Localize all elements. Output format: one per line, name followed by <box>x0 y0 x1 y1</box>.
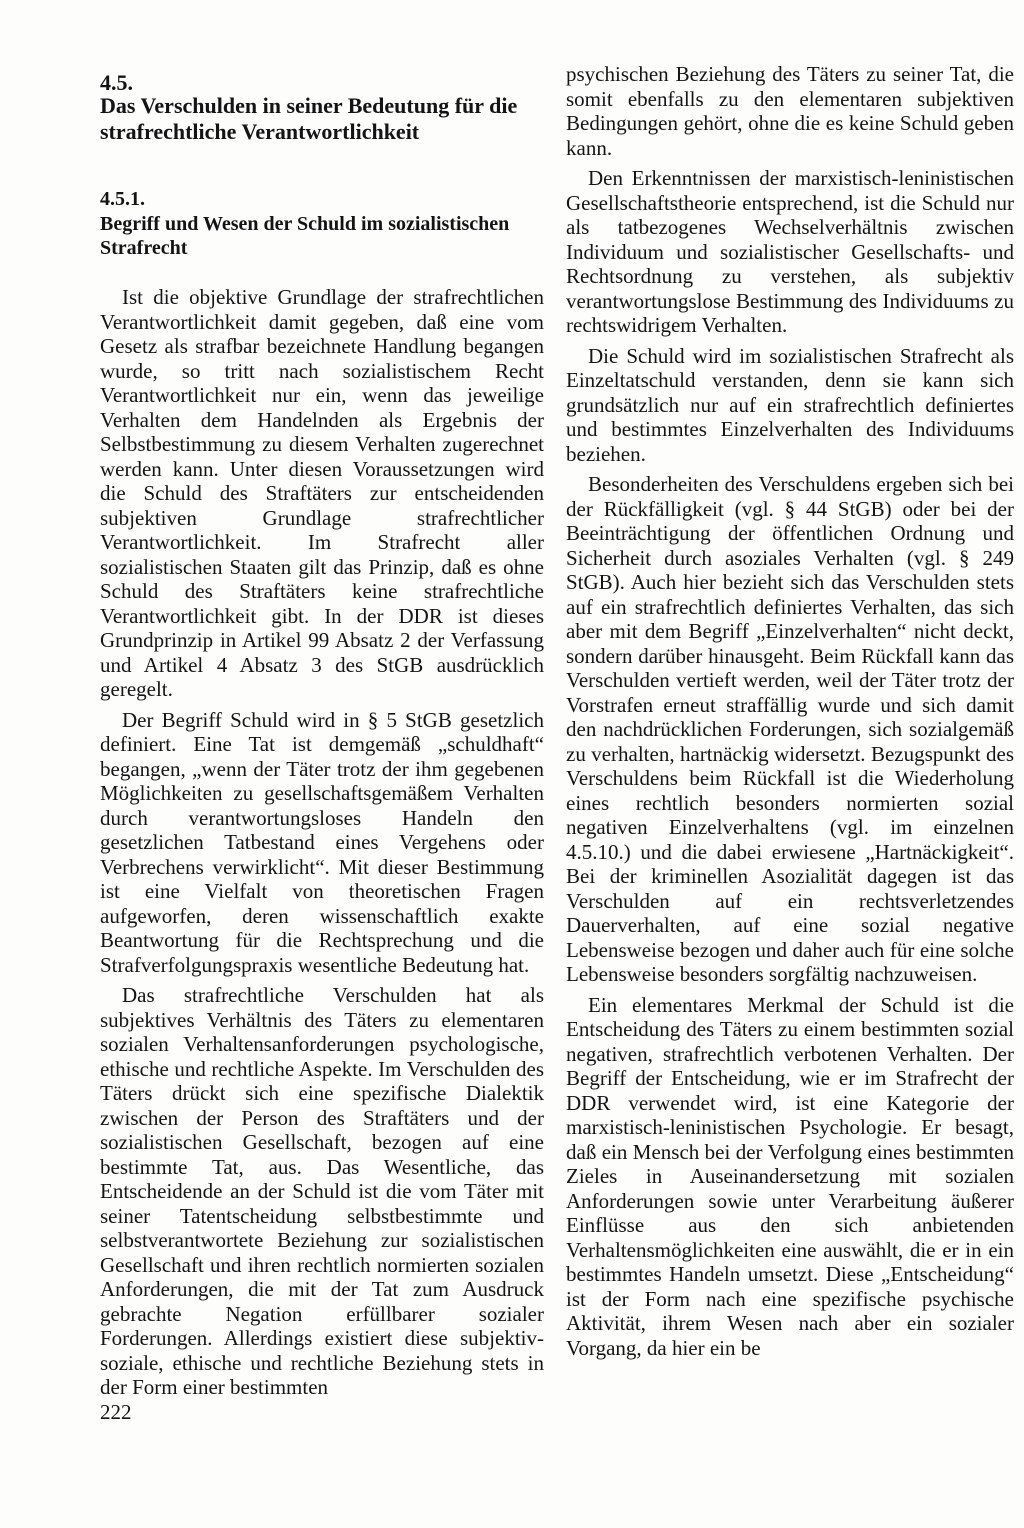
right-body-text <box>566 62 1014 1360</box>
paragraph: Den Erkenntnissen der marxistisch-leninistischen Gesellschaftstheorie entsprechend, ist die Schuld nur als tatbezogenes Wechselverhältnis zwischen Individuum und sozialistischer Gesellschafts- und Rechtsordnung zu verstehen, als subjektiv verantwortungslose Bestimmung des Individuums zu rechtswidrigem Verhalten. <box>566 166 1014 337</box>
paragraph: Ist die objektive Grundlage der strafrechtlichen Verantwortlichkeit damit gegeben, daß eine vom Gesetz als strafbar bezeichnete Handlung begangen wurde, so tritt nach sozialistischem Recht Verantwortlichkeit nur ein, wenn das jeweilige Verhalten dem Handelnden als Ergebnis der Selbstbestimmung zu diesem Verhalten zugerechnet werden kann. Unter diesen Voraussetzungen wird die Schuld des Straftäters zur entscheidenden subjektiven Grundlage strafrechtlicher Verantwortlichkeit. Im Strafrecht aller sozialistischen Staaten gilt das Prinzip, daß es ohne Schuld des Straftäters keine strafrechtliche Verantwortlichkeit gibt. In der DDR ist dieses Grundprinzip in Artikel 99 Absatz 2 der Verfassung und Artikel 4 Absatz 3 des StGB ausdrücklich geregelt. <box>100 285 544 701</box>
subsection-title: Begriff und Wesen der Schuld im sozialistischen Strafrecht <box>100 213 510 259</box>
paragraph: Besonderheiten des Verschuldens ergeben sich bei der Rückfälligkeit (vgl. § 44 StGB) oder bei der Beeinträchtigung der öffentlichen Ordnung und Sicherheit durch asoziales Verhalten (vgl. § 249 StGB). Auch hier bezieht sich das Verschulden stets auf ein strafrechtlich definiertes Verhalten, das sich aber mit dem Begriff „Einzelverhalten“ nicht deckt, sondern darüber hinausgeht. Beim Rückfall kann das Verschulden vertieft werden, weil der Täter trotz der Vorstrafen erneut straffällig wurde und sich damit den nachdrücklichen Forderungen, sich sozialgemäß zu verhalten, hartnäckig widersetzt. Bezugspunkt des Verschuldens beim Rückfall ist die Wiederholung eines rechtlich besonders normierten sozial negativen Einzelverhaltens (vgl. im einzelnen 4.5.10.) und die dabei erwiesene „Hartnäckigkeit“. Bei der kriminellen Asozialität dagegen ist das Verschulden auf ein rechtsverletzendes Dauerverhalten, auf eine sozial negative Lebensweise bezogen und daher auch für eine solche Lebensweise besonders sorgfältig nachzuweisen. <box>566 472 1014 986</box>
left-body-text <box>100 285 544 1400</box>
subsection-number: 4.5.1. <box>100 188 145 210</box>
paragraph: Das strafrechtliche Verschulden hat als subjektives Verhältnis des Täters zu elementaren sozialen Verhaltensanforderungen psychologische, ethische und rechtliche Aspekte. Im Verschulden des Täters drückt sich eine spezifische Dialektik zwischen der Person des Straftäters und der sozialistischen Gesellschaft, bezogen auf eine bestimmte Tat, aus. Das Wesentliche, das Entscheidende an der Schuld ist die vom Täter mit seiner Tatentscheidung selbstbestimmte und selbstverantwortete Beziehung zur sozialistischen Gesellschaft und ihren rechtlich normierten sozialen Anforderungen, die mit der Tat zum Ausdruck gebrachte Negation erfüllbarer sozialer Forderungen. Allerdings existiert diese subjektiv-soziale, ethische und rechtliche Beziehung stets in der Form einer bestimmten <box>100 983 544 1399</box>
page-number: 222 <box>100 1400 132 1424</box>
paragraph: Die Schuld wird im sozialistischen Strafrecht als Einzeltatschuld verstanden, denn sie kann sich grundsätzlich nur auf ein strafrechtlich definiertes und bestimmtes Einzelverhalten des Individuums beziehen. <box>566 343 1014 466</box>
paragraph: Der Begriff Schuld wird in § 5 StGB gesetzlich definiert. Eine Tat ist demgemäß „schuldhaft“ begangen, „wenn der Täter trotz der ihm gegebenen Möglichkeiten zu gesellschaftsgemäßem Verhalten durch verantwortungsloses Handeln den gesetzlichen Tatbestand eines Vergehens oder Verbrechens verwirklicht“. Mit dieser Bestimmung ist eine Vielfalt von theoretischen Fragen aufgeworfen, deren wissenschaftlich exakte Beantwortung für die Rechtsprechung und die Strafverfolgungspraxis wesentliche Bedeutung hat. <box>100 707 544 977</box>
paragraph: Ein elementares Merkmal der Schuld ist die Entscheidung des Täters zu einem bestimmten sozial negativen, strafrechtlich verbotenen Verhalten. Der Begriff der Entscheidung, wie er im Strafrecht der DDR verwendet wird, ist eine Kategorie der marxistisch-leninistischen Psychologie. Er besagt, daß ein Mensch bei der Verfolgung eines bestimmten Zieles in Auseinandersetzung mit sozialen Anforderungen sowie unter Verarbeitung äußerer Einflüsse aus den sich anbietenden Verhaltensmöglichkeiten eine auswählt, die er in ein bestimmtes Handeln umsetzt. Diese „Entscheidung“ ist der Form nach eine spezifische psychische Aktivität, ihrem Wesen nach aber ein sozialer Vorgang, da hier ein be <box>566 992 1014 1360</box>
paragraph: psychischen Beziehung des Täters zu seiner Tat, die somit ebenfalls zu den elementaren subjektiven Bedingungen gehört, ohne die es keine Schuld geben kann. <box>566 62 1014 160</box>
section-number: 4.5. <box>100 70 133 95</box>
section-title: Das Verschulden in seiner Bedeutung für die strafrechtliche Verantwortlichkeit <box>100 93 518 144</box>
